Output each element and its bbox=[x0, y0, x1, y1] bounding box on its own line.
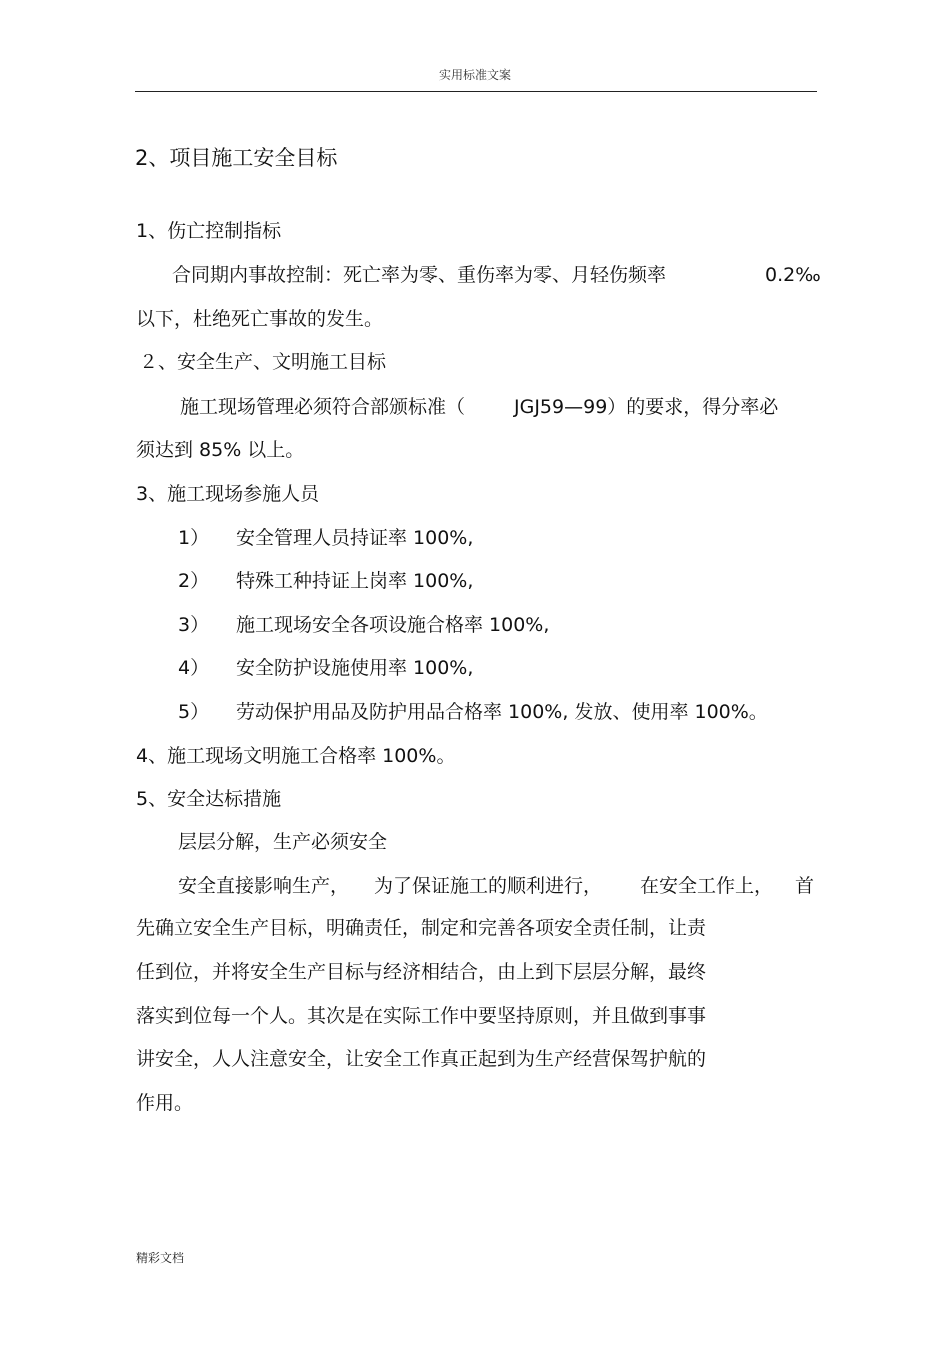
s1-heading: 1、伤亡控制指标 bbox=[136, 220, 282, 242]
page-header: 实用标准文案 bbox=[438, 68, 511, 82]
s5-paragraph-part3: 在安全工作上， bbox=[640, 875, 774, 897]
list-item-number: 2） bbox=[178, 570, 210, 592]
s4-heading: 4、施工现场文明施工合格率 100%。 bbox=[136, 745, 456, 767]
header-divider bbox=[135, 91, 817, 92]
s5-paragraph-line: 落实到位每一个人。其次是在实际工作中要坚持原则，并且做到事事 bbox=[136, 1005, 707, 1027]
s2-paragraph-part2: JGJ59—99）的要求，得分率必 bbox=[514, 396, 779, 418]
s1-paragraph-part2: 0.2‰ bbox=[765, 264, 821, 286]
s3-heading: 3、施工现场参施人员 bbox=[136, 483, 320, 505]
s5-subheading: 层层分解，生产必须安全 bbox=[178, 831, 388, 853]
list-item-text: 施工现场安全各项设施合格率 100%, bbox=[236, 614, 550, 636]
s1-paragraph-part1: 合同期内事故控制：死亡率为零、重伤率为零、月轻伤频率 bbox=[172, 264, 667, 286]
s2-heading: ２、安全生产、文明施工目标 bbox=[139, 351, 387, 373]
s5-paragraph-part2: 为了保证施工的顺利进行， bbox=[374, 875, 603, 897]
s5-paragraph-part1: 安全直接影响生产， bbox=[178, 875, 350, 897]
list-item-text: 特殊工种持证上岗率 100%, bbox=[236, 570, 474, 592]
s2-paragraph-line2: 须达到 85% 以上。 bbox=[136, 439, 305, 461]
list-item-number: 3） bbox=[178, 614, 210, 636]
list-item-number: 1） bbox=[178, 527, 210, 549]
s5-paragraph-line: 讲安全，人人注意安全，让安全工作真正起到为生产经营保驾护航的 bbox=[136, 1048, 707, 1070]
s5-heading: 5、安全达标措施 bbox=[136, 788, 282, 810]
list-item-number: 5） bbox=[178, 701, 210, 723]
list-item-text: 安全防护设施使用率 100%, bbox=[236, 657, 474, 679]
list-item-text: 劳动保护用品及防护用品合格率 100%, 发放、使用率 100%。 bbox=[236, 701, 768, 723]
s5-paragraph-part4: 首 bbox=[795, 875, 815, 897]
s2-paragraph-part1: 施工现场管理必须符合部颁标准（ bbox=[180, 396, 466, 418]
list-item-number: 4） bbox=[178, 657, 210, 679]
s5-paragraph-line: 作用。 bbox=[136, 1092, 194, 1114]
section-title: 2、项目施工安全目标 bbox=[135, 146, 338, 170]
list-item-text: 安全管理人员持证率 100%, bbox=[236, 527, 474, 549]
page-footer: 精彩文档 bbox=[136, 1251, 185, 1265]
s1-paragraph-line2: 以下，杜绝死亡事故的发生。 bbox=[136, 308, 384, 330]
s5-paragraph-line: 任到位，并将安全生产目标与经济相结合，由上到下层层分解，最终 bbox=[136, 961, 707, 983]
s5-paragraph-line: 先确立安全生产目标，明确责任，制定和完善各项安全责任制，让责 bbox=[136, 917, 707, 939]
